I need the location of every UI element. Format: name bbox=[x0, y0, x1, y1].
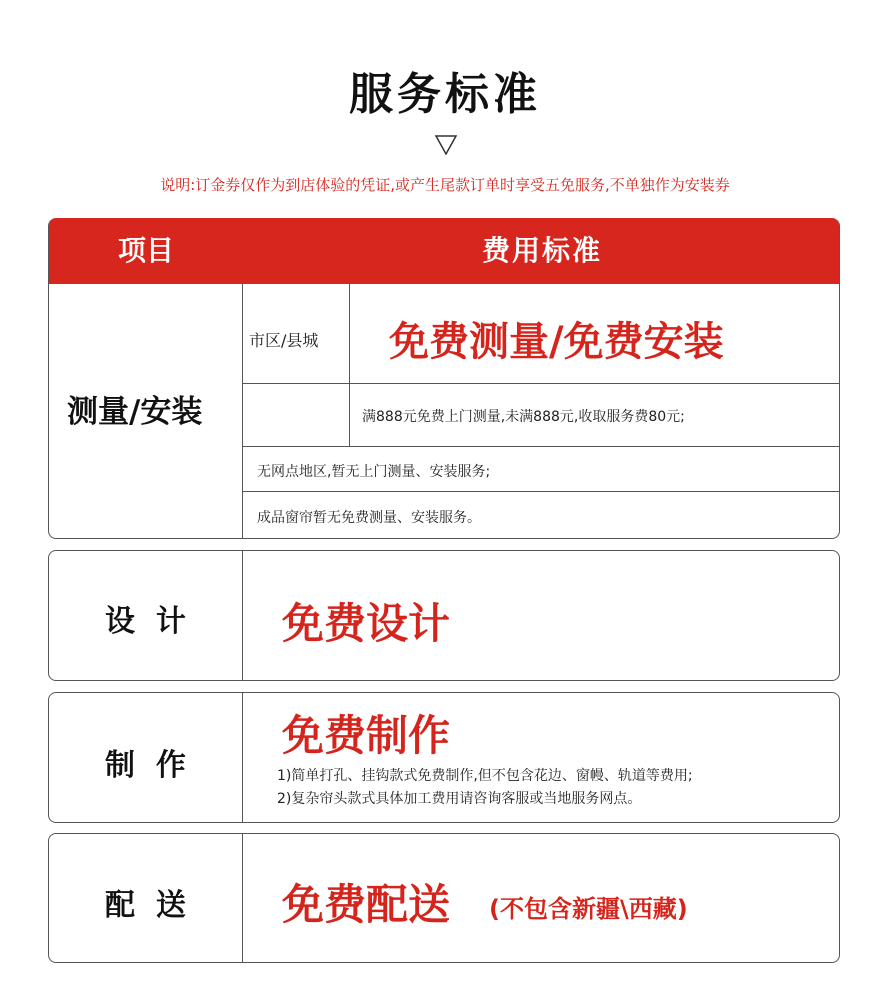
service-table bbox=[48, 218, 840, 539]
header-fee-standard: 费用标准 bbox=[481, 234, 602, 267]
free-measure-install-value: 免费测量/免费安装 bbox=[389, 319, 724, 365]
city-county-label: 市区/县城 bbox=[249, 331, 319, 350]
no-outlet-note: 无网点地区,暂无上门测量、安装服务; bbox=[257, 464, 491, 480]
delivery-label: 配 送 bbox=[105, 888, 186, 923]
design-label: 设 计 bbox=[105, 604, 186, 639]
finished-curtain-note: 成品窗帘暂无免费测量、安装服务。 bbox=[257, 510, 481, 526]
table-header bbox=[49, 218, 840, 284]
explanation-note: 说明:订金券仅作为到店体验的凭证,或产生尾款订单时享受五免服务,不单独作为安装券 bbox=[160, 176, 730, 194]
make-card bbox=[48, 692, 840, 823]
delivery-exclusion: (不包含新疆\西藏) bbox=[489, 895, 688, 923]
page-title: 服务标准 bbox=[349, 69, 541, 120]
free-delivery-value: 免费配送 bbox=[282, 880, 451, 929]
design-card bbox=[48, 550, 840, 681]
make-note-1: 1)简单打孔、挂钩款式免费制作,但不包含花边、窗幔、轨道等费用; bbox=[277, 768, 693, 784]
make-note-2: 2)复杂帘头款式具体加工费用请咨询客服或当地服务网点。 bbox=[277, 791, 642, 807]
down-triangle-icon bbox=[435, 135, 457, 155]
measure-install-label: 测量/安装 bbox=[67, 394, 203, 430]
threshold-note: 满888元免费上门测量,未满888元,收取服务费80元; bbox=[362, 409, 685, 425]
free-design-value: 免费设计 bbox=[282, 599, 451, 648]
free-make-value: 免费制作 bbox=[282, 711, 451, 760]
header-item: 项目 bbox=[117, 234, 174, 267]
make-label: 制 作 bbox=[105, 748, 186, 783]
delivery-card bbox=[48, 833, 840, 963]
